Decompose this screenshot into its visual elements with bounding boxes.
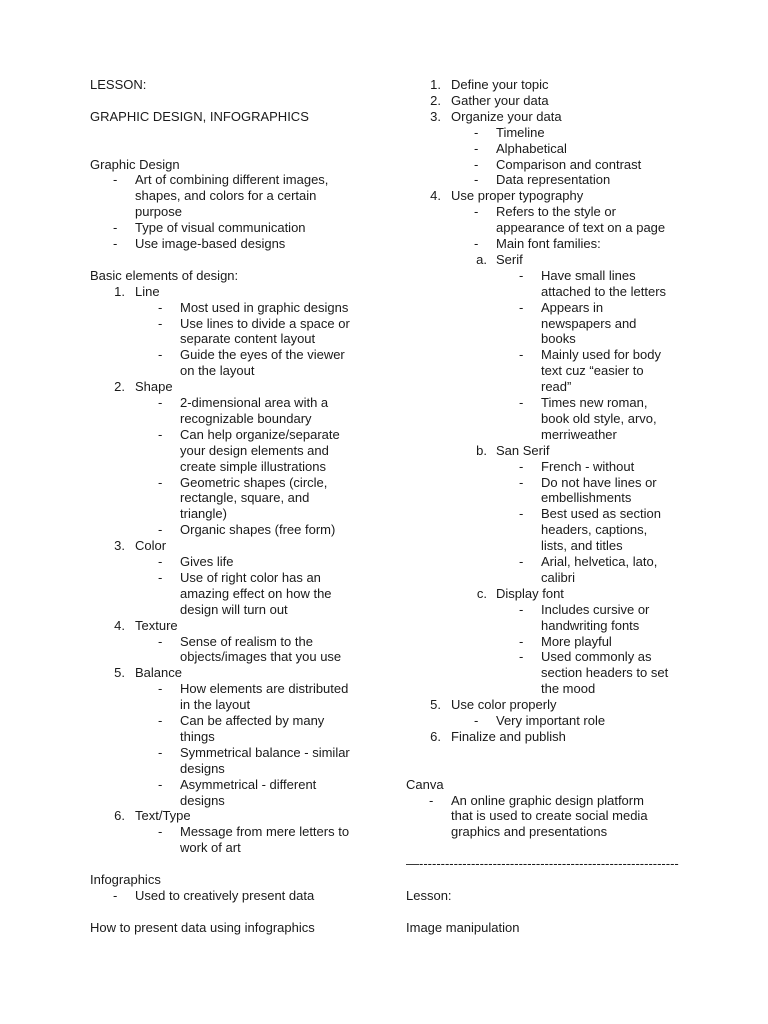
bullet-dash: - bbox=[158, 824, 163, 840]
bullet-dash: - bbox=[474, 156, 479, 172]
list-item-text: separate content layout bbox=[180, 331, 316, 347]
list-item-text: graphics and presentations bbox=[451, 824, 608, 840]
list-item-text: lists, and titles bbox=[541, 538, 623, 554]
element-label: Line bbox=[135, 283, 160, 299]
list-number: 4. bbox=[114, 617, 125, 633]
list-item-text: your design elements and bbox=[180, 442, 329, 458]
element-label: Balance bbox=[135, 665, 182, 681]
list-item-text: Can be affected by many bbox=[180, 713, 325, 728]
list-item-text: rectangle, square, and bbox=[180, 490, 310, 506]
bullet-dash: - bbox=[519, 458, 524, 474]
font-family-label: Display font bbox=[496, 585, 564, 601]
list-item-text: Use lines to divide a space or bbox=[180, 315, 350, 331]
element-label: Text/Type bbox=[135, 808, 191, 824]
bullet-dash: - bbox=[158, 554, 163, 569]
step-label: Finalize and publish bbox=[451, 728, 566, 744]
list-item-text: merriweather bbox=[541, 426, 617, 442]
bullet-dash: - bbox=[158, 474, 163, 490]
list-item-text: amazing effect on how the bbox=[180, 585, 332, 601]
bullet-dash: - bbox=[158, 347, 163, 363]
list-item-text: Used to creatively present data bbox=[135, 887, 315, 903]
list-item-text: How elements are distributed bbox=[180, 681, 349, 697]
bullet-dash: - bbox=[519, 554, 524, 569]
list-item-text: Symmetrical balance - similar bbox=[180, 744, 350, 760]
list-item-text: designs bbox=[180, 760, 225, 776]
list-item-text: Appears in bbox=[541, 299, 604, 315]
bullet-dash: - bbox=[474, 204, 479, 220]
list-item-text: Very important role bbox=[496, 713, 606, 728]
section-title-canva: Canva bbox=[406, 776, 444, 792]
list-item-text: Asymmetrical - different bbox=[180, 776, 317, 792]
list-number: 1. bbox=[430, 77, 441, 92]
list-number: 3. bbox=[114, 538, 125, 554]
bullet-dash: - bbox=[158, 569, 163, 585]
bullet-dash: - bbox=[519, 649, 524, 665]
list-item-text: Sense of realism to the bbox=[180, 633, 313, 649]
bullet-dash: - bbox=[519, 267, 524, 283]
list-item-text: Organic shapes (free form) bbox=[180, 522, 336, 538]
list-item-text: Guide the eyes of the viewer bbox=[180, 347, 345, 363]
list-item-text: Type of visual communication bbox=[135, 220, 306, 236]
bullet-dash: - bbox=[158, 522, 163, 538]
list-item-text: the mood bbox=[541, 681, 596, 697]
list-letter: c. bbox=[476, 585, 487, 601]
list-item-text: triangle) bbox=[180, 506, 227, 522]
list-item-text: Art of combining different images, bbox=[135, 172, 329, 188]
list-item-text: Refers to the style or bbox=[496, 204, 616, 220]
list-item-text: Gives life bbox=[180, 554, 234, 569]
element-label: Texture bbox=[135, 617, 178, 633]
list-item-text: in the layout bbox=[180, 697, 251, 713]
list-item-text: Used commonly as bbox=[541, 649, 652, 665]
bullet-dash: - bbox=[474, 236, 479, 251]
list-number: 4. bbox=[430, 188, 441, 204]
lesson-title: Image manipulation bbox=[406, 919, 520, 935]
list-number: 2. bbox=[430, 92, 441, 108]
step-label: Define your topic bbox=[451, 77, 549, 92]
list-item-text: section headers to set bbox=[541, 665, 669, 681]
bullet-dash: - bbox=[519, 474, 524, 490]
list-item-text: Arial, helvetica, lato, bbox=[541, 554, 658, 569]
list-item-text: design will turn out bbox=[180, 601, 288, 617]
list-item-text: work of art bbox=[180, 840, 241, 856]
list-item-text: Have small lines bbox=[541, 267, 636, 283]
bullet-dash: - bbox=[158, 744, 163, 760]
step-label: Use proper typography bbox=[451, 188, 584, 204]
element-label: Shape bbox=[135, 379, 173, 395]
list-item-text: book old style, arvo, bbox=[541, 410, 657, 426]
list-item-text: read” bbox=[541, 379, 572, 395]
list-item-text: Best used as section bbox=[541, 506, 661, 522]
list-item-text: Use image-based designs bbox=[135, 236, 286, 251]
bullet-dash: - bbox=[158, 299, 163, 315]
list-item-text: create simple illustrations bbox=[180, 458, 326, 474]
lesson-label: Lesson: bbox=[406, 887, 452, 903]
list-item-text: attached to the letters bbox=[541, 283, 667, 299]
list-item-text: appearance of text on a page bbox=[496, 220, 666, 236]
list-item-text: Most used in graphic designs bbox=[180, 299, 349, 315]
list-item-text: calibri bbox=[541, 569, 575, 585]
bullet-dash: - bbox=[158, 315, 163, 331]
bullet-dash: - bbox=[158, 713, 163, 728]
list-item-text: designs bbox=[180, 792, 225, 808]
bullet-dash: - bbox=[519, 395, 524, 410]
list-item-text: Main font families: bbox=[496, 236, 601, 251]
list-item-text: Alphabetical bbox=[496, 140, 567, 156]
separator-line: —------------------------------------------------------------ bbox=[406, 856, 679, 872]
list-item-text: on the layout bbox=[180, 363, 255, 379]
lesson-label: LESSON: bbox=[90, 77, 147, 92]
list-item-text: Can help organize/separate bbox=[180, 426, 340, 442]
list-item-text: An online graphic design platform bbox=[451, 792, 644, 808]
bullet-dash: - bbox=[113, 887, 118, 903]
step-label: Gather your data bbox=[451, 92, 549, 108]
list-item-text: recognizable boundary bbox=[180, 410, 312, 426]
list-item-text: Comparison and contrast bbox=[496, 156, 642, 172]
list-item-text: embellishments bbox=[541, 490, 632, 506]
list-item-text: Times new roman, bbox=[541, 395, 648, 410]
step-label: Organize your data bbox=[451, 108, 562, 124]
list-number: 1. bbox=[114, 283, 125, 299]
section-title-graphic-design: Graphic Design bbox=[90, 156, 180, 172]
bullet-dash: - bbox=[158, 776, 163, 792]
list-item-text: Data representation bbox=[496, 172, 611, 188]
list-item-text: that is used to create social media bbox=[451, 808, 648, 824]
bullet-dash: - bbox=[519, 601, 524, 617]
list-item-text: text cuz “easier to bbox=[541, 363, 644, 379]
list-item-text: Do not have lines or bbox=[541, 474, 657, 490]
element-label: Color bbox=[135, 538, 167, 554]
bullet-dash: - bbox=[113, 220, 118, 236]
list-item-text: shapes, and colors for a certain bbox=[135, 188, 317, 204]
bullet-dash: - bbox=[474, 140, 479, 156]
bullet-dash: - bbox=[519, 506, 524, 522]
list-item-text: books bbox=[541, 331, 576, 347]
list-number: 5. bbox=[114, 665, 125, 681]
list-item-text: More playful bbox=[541, 633, 612, 649]
list-number: 3. bbox=[430, 108, 441, 124]
bullet-dash: - bbox=[113, 236, 118, 251]
list-item-text: purpose bbox=[135, 204, 182, 220]
list-number: 2. bbox=[114, 379, 125, 395]
list-item-text: Timeline bbox=[496, 124, 545, 140]
list-item-text: Message from mere letters to bbox=[180, 824, 350, 840]
section-title-how-to-present: How to present data using infographics bbox=[90, 919, 315, 935]
list-item-text: Mainly used for body bbox=[541, 347, 661, 363]
font-family-label: San Serif bbox=[496, 442, 550, 458]
step-label: Use color properly bbox=[451, 697, 557, 713]
list-item-text: objects/images that you use bbox=[180, 649, 342, 665]
list-item-text: Use of right color has an bbox=[180, 569, 321, 585]
list-item-text: newspapers and bbox=[541, 315, 637, 331]
bullet-dash: - bbox=[158, 426, 163, 442]
bullet-dash: - bbox=[158, 633, 163, 649]
list-item-text: headers, captions, bbox=[541, 522, 648, 538]
bullet-dash: - bbox=[158, 395, 163, 410]
bullet-dash: - bbox=[519, 347, 524, 363]
bullet-dash: - bbox=[158, 681, 163, 697]
list-item-text: Geometric shapes (circle, bbox=[180, 474, 328, 490]
bullet-dash: - bbox=[113, 172, 118, 188]
list-item-text: Includes cursive or bbox=[541, 601, 650, 617]
list-number: 5. bbox=[430, 697, 441, 713]
list-item-text: French - without bbox=[541, 458, 635, 474]
bullet-dash: - bbox=[474, 172, 479, 188]
bullet-dash: - bbox=[474, 124, 479, 140]
list-letter: b. bbox=[476, 442, 487, 458]
section-title-infographics: Infographics bbox=[90, 872, 161, 887]
bullet-dash: - bbox=[519, 633, 524, 649]
list-number: 6. bbox=[430, 728, 441, 744]
list-item-text: handwriting fonts bbox=[541, 617, 640, 633]
list-item-text: 2-dimensional area with a bbox=[180, 395, 329, 410]
list-number: 6. bbox=[114, 808, 125, 824]
section-title-basic-elements: Basic elements of design: bbox=[90, 267, 239, 283]
bullet-dash: - bbox=[519, 299, 524, 315]
bullet-dash: - bbox=[474, 713, 479, 728]
list-item-text: things bbox=[180, 728, 215, 744]
bullet-dash: - bbox=[429, 792, 434, 808]
lesson-title: GRAPHIC DESIGN, INFOGRAPHICS bbox=[90, 108, 309, 124]
list-letter: a. bbox=[476, 251, 487, 267]
font-family-label: Serif bbox=[496, 251, 523, 267]
